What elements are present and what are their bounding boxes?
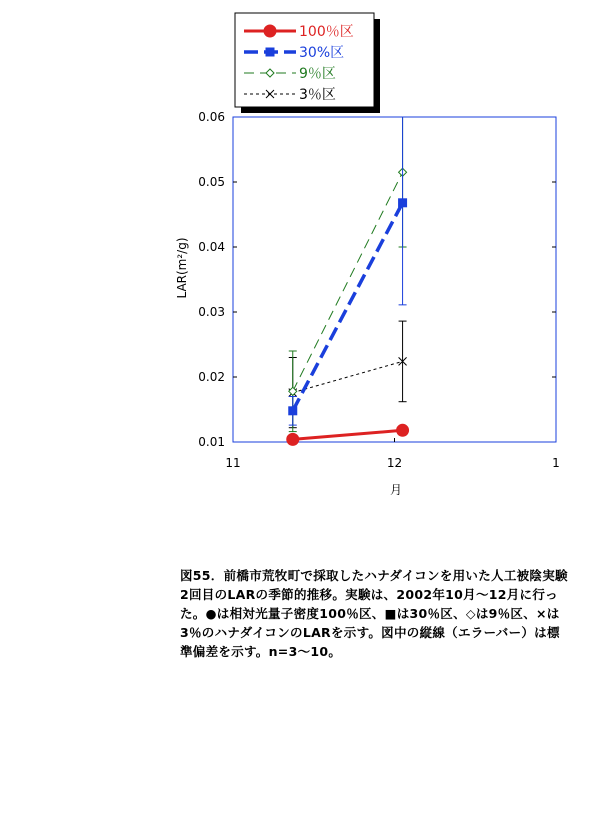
legend-swatch-marker (266, 48, 275, 57)
legend-label: 9％区 (299, 66, 336, 82)
y-tick-label: 0.02 (198, 370, 225, 384)
legend-swatch-marker (264, 25, 276, 37)
y-tick-label: 0.06 (198, 110, 225, 124)
x-axis-title: 月 (389, 483, 403, 497)
y-axis-title: LAR(m²/g) (175, 237, 189, 299)
data-point (288, 406, 297, 415)
series-line (293, 203, 403, 411)
legend-label: 30%区 (299, 45, 345, 61)
series-layer (287, 117, 409, 445)
y-tick-label: 0.05 (198, 175, 225, 189)
x-tick-label: 12 (386, 456, 403, 470)
x-tick-label: 11 (225, 456, 241, 470)
data-point (398, 198, 407, 207)
series-line (293, 172, 403, 391)
x-axis (225, 438, 559, 470)
legend-label: 100％区 (299, 24, 354, 40)
data-point (287, 433, 299, 445)
y-tick-label: 0.03 (198, 305, 225, 319)
data-point (397, 424, 409, 436)
series-3 (289, 321, 407, 428)
series-line (293, 361, 403, 392)
plot-area-frame (233, 117, 556, 442)
y-tick-label: 0.04 (198, 240, 225, 254)
x-tick-label: 1 (552, 456, 560, 470)
legend-label: 3％区 (299, 87, 336, 103)
series-1 (288, 117, 407, 425)
y-tick-label: 0.01 (198, 435, 225, 449)
data-point (289, 387, 297, 395)
series-line (293, 430, 403, 439)
y-axis (198, 110, 556, 449)
figure-caption: 図55．前橋市荒牧町で採取したハナダイコンを用いた人工被陰実験2回目のLARの季節的推移。実験は、2002年10月～12月に行った。●は相対光量子密度100％区、■は30％区、◇は9％区、×は3％のハナダイコンのLARを示す。図中の縦線（エラーバー）は標準偏差を示す。n=3～10。 (180, 568, 568, 659)
